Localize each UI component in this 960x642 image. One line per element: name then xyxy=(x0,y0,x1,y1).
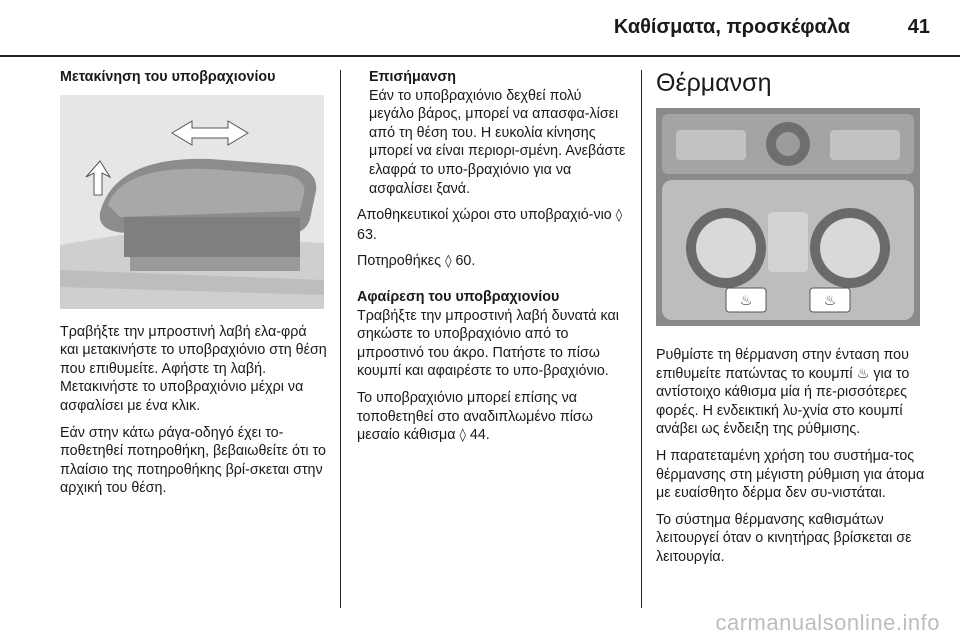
column-2 xyxy=(357,68,629,454)
ref1-text: Αποθηκευτικοί χώροι στο υποβραχιό-νιο xyxy=(357,207,612,224)
paragraph-rear-seat-placement xyxy=(357,389,629,446)
reference-cupholders xyxy=(357,252,629,272)
p2-text: Το υποβραχιόνιο μπορεί επίσης να τοποθετηθεί στο αναδιπλωμένο πίσω μεσαίο κάθισμα xyxy=(357,389,593,444)
section-title-heating: Θέρμανση xyxy=(656,69,772,97)
armrest-drawing xyxy=(60,95,324,309)
header-rule xyxy=(0,55,960,57)
column-divider-1 xyxy=(340,70,341,608)
paragraph-remove-instructions: Τραβήξτε την μπροστινή λαβή δυνατά και σηκώστε το υποβραχιόνιο από το μπροστινό του άκρο. Πατήστε το πίσω κουμπί και αφαιρέστε το υπο-βραχιόνιο. xyxy=(357,307,619,380)
reference-armrest-storage xyxy=(357,206,629,244)
page-header-title: Καθίσματα, προσκέφαλα xyxy=(613,16,850,38)
ref2-text: Ποτηροθήκες xyxy=(357,253,442,270)
page-ref-arrow-icon: ◊ xyxy=(459,428,466,444)
ref2-page-link[interactable]: 60. xyxy=(455,253,476,270)
heating-panel-drawing xyxy=(656,108,920,326)
svg-text:♨: ♨ xyxy=(823,293,837,309)
paragraph-heating-adjust: Ρυθμίστε τη θέρμανση στην ένταση που επιθυμείτε πατώντας το κουμπί ♨ για το αντίστοιχο κάθισμα μία ή πε-ρισσότερες φορές. Η ενδεικτική λυ-χνία στο κουμπί ανάβει ως ένδειξη της ρύθμισης. xyxy=(656,347,910,438)
notice-text: Εάν το υποβραχιόνιο δεχθεί πολύ μεγάλο βάρος, μπορεί να απασφα-λίσει από τη θέση του. Η ευκολία κίνησης μπορεί να είναι περιορι-σμένη. Ανεβάστε ελαφρά το υπο-βραχιόνιο για να ασφαλίσει ξανά. xyxy=(369,87,626,197)
notice-box xyxy=(357,68,629,198)
p2-page-link[interactable]: 44. xyxy=(469,427,490,444)
heating-controls-illustration xyxy=(656,108,920,326)
page-number: 41 xyxy=(907,16,930,38)
svg-text:♨: ♨ xyxy=(739,293,753,309)
page-ref-arrow-icon: ◊ xyxy=(445,254,452,270)
column-divider-2 xyxy=(641,70,642,608)
section-heading-remove-armrest: Αφαίρεση του υποβραχιονίου xyxy=(357,288,560,305)
watermark: carmanualsonline.info xyxy=(715,610,940,635)
armrest-illustration xyxy=(60,95,324,309)
paragraph-move-instructions: Τραβήξτε την μπροστινή λαβή ελα-φρά και μετακινήστε το υποβραχιόνιο στη θέση που επιθυμείτε. Αφήστε τη λαβή. Μετακινήστε το υποβραχιόνιο μέχρι να ασφαλίσει με ένα κλικ. xyxy=(60,323,327,414)
section-heading-move-armrest: Μετακίνηση του υποβραχιονίου xyxy=(60,69,276,85)
notice-heading: Επισήμανση xyxy=(369,69,456,85)
ref1-page-link[interactable]: 63. xyxy=(357,226,377,243)
paragraph-cupholder-note: Εάν στην κάτω ράγα-οδηγό έχει το-ποθετηθεί ποτηροθήκη, βεβαιωθείτε ότι το πλαίσιο της ποτηροθήκης βρί-σκεται στην αρχική του θέση. xyxy=(60,424,326,497)
column-3 xyxy=(656,68,928,575)
page-ref-arrow-icon: ◊ xyxy=(615,208,623,224)
paragraph-heating-warning: Η παρατεταμένη χρήση του συστήμα-τος θέρμανσης στη μέγιστη ρύθμιση για άτομα με ευαίσθητο δέρμα δεν συ-νιστάται. xyxy=(656,447,925,502)
paragraph-heating-engine: Το σύστημα θέρμανσης καθισμάτων λειτουργεί όταν ο κινητήρας βρίσκεται σε λειτουργία. xyxy=(656,511,912,565)
column-1 xyxy=(60,68,328,506)
